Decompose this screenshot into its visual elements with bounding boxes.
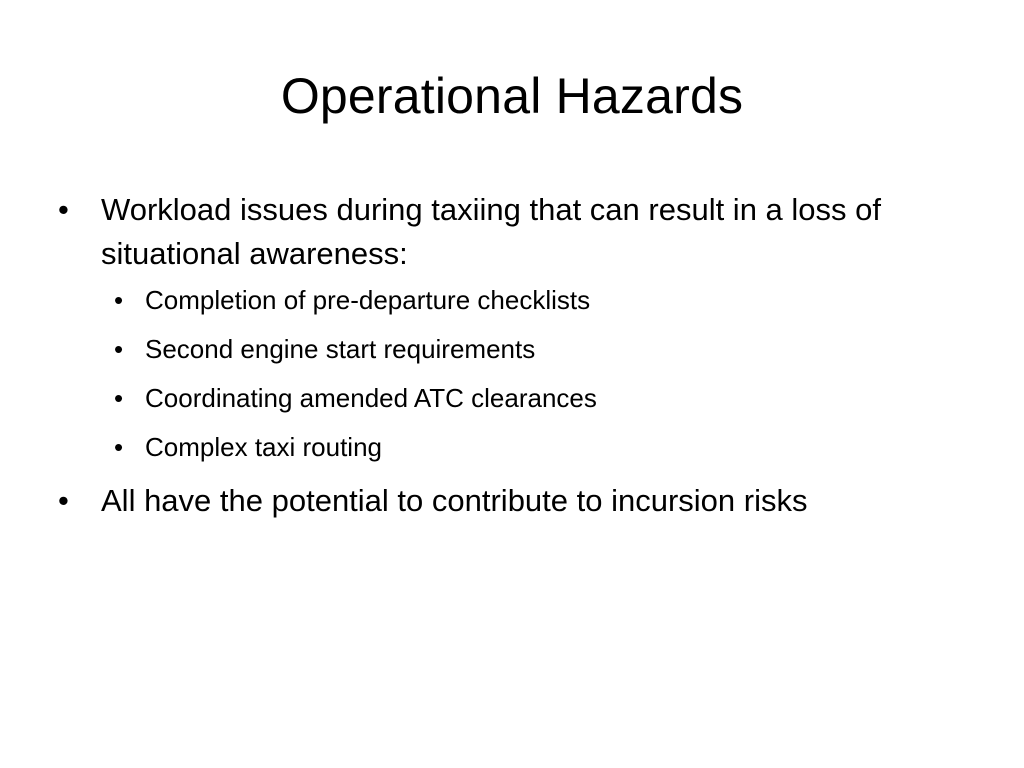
bullet-icon: • (114, 383, 124, 413)
sub-bullet-list (58, 283, 958, 465)
sub-bullet-text: Complex taxi routing (145, 432, 382, 462)
sub-bullet-engine-start (58, 332, 958, 367)
bullet-icon: • (114, 334, 124, 364)
bullet-incursion-risks (58, 479, 958, 523)
bullet-icon: • (114, 285, 124, 315)
sub-bullet-checklists (58, 283, 958, 318)
bullet-text: Workload issues during taxiing that can result in a loss of situational awareness: (101, 192, 881, 271)
slide-content (58, 188, 958, 530)
sub-bullet-atc-clearances (58, 381, 958, 416)
sub-bullet-taxi-routing (58, 430, 958, 465)
bullet-icon: • (114, 432, 124, 462)
sub-bullet-text: Coordinating amended ATC clearances (145, 383, 597, 413)
bullet-text: All have the potential to contribute to incursion risks (101, 483, 808, 518)
bullet-icon: • (58, 483, 69, 518)
slide-title: Operational Hazards (280, 68, 744, 124)
bullet-workload-issues (58, 188, 958, 276)
bullet-icon: • (58, 192, 69, 227)
sub-bullet-text: Second engine start requirements (145, 334, 536, 364)
sub-bullet-text: Completion of pre-departure checklists (145, 285, 591, 315)
